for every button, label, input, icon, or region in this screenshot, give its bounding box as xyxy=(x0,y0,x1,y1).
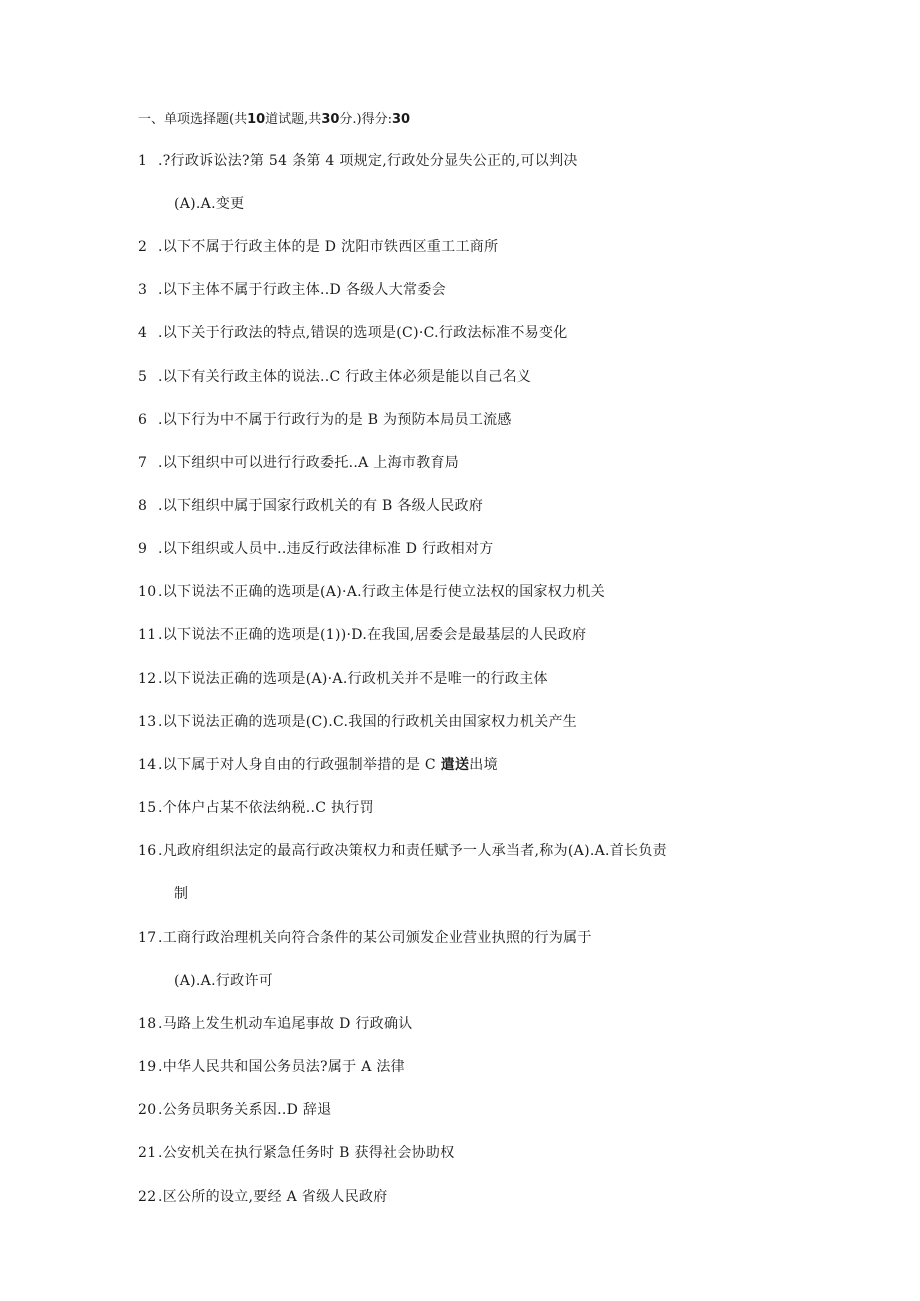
question-8 xyxy=(138,495,483,515)
question-number: 3 xyxy=(138,282,148,298)
question-19 xyxy=(138,1056,405,1076)
question-text: .以下说法不正确的选项是(A)·A.行政主体是行使立法权的国家权力机关 xyxy=(158,584,605,600)
question-number: 14 xyxy=(138,757,157,773)
question-14 xyxy=(138,754,498,774)
question-text: .以下行为中不属于行政行为的是 B 为预防本局员工流感 xyxy=(158,412,512,428)
question-22 xyxy=(138,1186,388,1206)
question-text: .以下有关行政主体的说法..C 行政主体必须是能以自己名义 xyxy=(158,369,532,385)
question-number: 6 xyxy=(138,412,148,428)
question-10 xyxy=(138,581,605,601)
question-text: .以下属于对人身自由的行政强制举措的是 C xyxy=(158,757,441,773)
question-17 xyxy=(138,927,592,947)
question-number: 17 xyxy=(138,930,157,946)
header-mid2: 分.)得分: xyxy=(339,112,392,127)
question-text: .个体户占某不依法纳税..C 执行罚 xyxy=(158,800,374,816)
header-total-points: 30 xyxy=(321,112,340,127)
question-13 xyxy=(138,711,577,731)
question-21 xyxy=(138,1142,455,1162)
question-text: .以下不属于行政主体的是 D 沈阳市铁西区重工工商所 xyxy=(158,239,499,255)
question-number: 2 xyxy=(138,239,148,255)
question-number: 22 xyxy=(138,1189,157,1205)
question-number: 19 xyxy=(138,1059,157,1075)
question-text: .?行政诉讼法?第 54 条第 4 项规定,行政处分显失公正的,可以判决 xyxy=(158,153,578,169)
question-text: .以下说法不正确的选项是(1))·D.在我国,居委会是最基层的人民政府 xyxy=(158,627,587,643)
question-17-answer xyxy=(174,970,273,990)
question-6 xyxy=(138,409,512,429)
question-text: .以下说法正确的选项是(C).C.我国的行政机关由国家权力机关产生 xyxy=(158,714,578,730)
question-text: .以下说法正确的选项是(A)·A.行政机关并不是唯一的行政主体 xyxy=(158,671,548,687)
question-11 xyxy=(138,624,586,644)
question-number: 4 xyxy=(138,325,148,341)
question-3 xyxy=(138,279,446,299)
question-number: 18 xyxy=(138,1016,157,1032)
answer-text: (A).A.变更 xyxy=(174,196,245,212)
question-16 xyxy=(138,840,667,860)
question-16-continued xyxy=(174,883,188,903)
question-text: .以下组织或人员中..违反行政法律标准 D 行政相对方 xyxy=(158,541,494,557)
section-header xyxy=(138,108,410,127)
continued-text: 制 xyxy=(174,886,189,902)
question-number: 1 xyxy=(138,153,148,169)
question-20 xyxy=(138,1099,332,1119)
header-prefix: 一、单项选择题(共 xyxy=(138,112,248,127)
question-number: 9 xyxy=(138,541,148,557)
question-number: 8 xyxy=(138,498,148,514)
question-number: 13 xyxy=(138,714,157,730)
question-number: 16 xyxy=(138,843,157,859)
question-text: .以下组织中属于国家行政机关的有 B 各级人民政府 xyxy=(158,498,484,514)
question-number: 10 xyxy=(138,584,157,600)
header-mid1: 道试题,共 xyxy=(265,112,322,127)
header-question-count: 10 xyxy=(247,112,266,127)
question-text: .马路上发生机动车追尾事故 D 行政确认 xyxy=(158,1016,413,1032)
question-number: 12 xyxy=(138,671,157,687)
question-text-bold: 遣送 xyxy=(440,757,470,773)
question-text: .以下组织中可以进行行政委托..A 上海市教育局 xyxy=(158,455,460,471)
question-number: 15 xyxy=(138,800,157,816)
question-text: .以下主体不属于行政主体..D 各级人大常委会 xyxy=(158,282,446,298)
question-number: 11 xyxy=(138,627,157,643)
question-text: .区公所的设立,要经 A 省级人民政府 xyxy=(158,1189,388,1205)
question-18 xyxy=(138,1013,413,1033)
question-2 xyxy=(138,236,498,256)
question-number: 5 xyxy=(138,369,148,385)
question-1-answer xyxy=(174,193,244,213)
question-number: 7 xyxy=(138,455,148,471)
question-text: .工商行政治理机关向符合条件的某公司颁发企业营业执照的行为属于 xyxy=(158,930,592,946)
question-15 xyxy=(138,797,374,817)
header-score: 30 xyxy=(392,112,411,127)
question-text: .公务员职务关系因..D 辞退 xyxy=(158,1102,332,1118)
question-number: 21 xyxy=(138,1145,157,1161)
question-12 xyxy=(138,668,548,688)
question-text: .中华人民共和国公务员法?属于 A 法律 xyxy=(158,1059,405,1075)
question-text-end: 出境 xyxy=(469,757,498,773)
question-5 xyxy=(138,366,531,386)
question-9 xyxy=(138,538,494,558)
question-text: .以下关于行政法的特点,错误的选项是(C)·C.行政法标准不易变化 xyxy=(158,325,568,341)
question-4 xyxy=(138,322,568,342)
question-1 xyxy=(138,150,578,170)
question-text: .公安机关在执行紧急任务时 B 获得社会协助权 xyxy=(158,1145,455,1161)
question-number: 20 xyxy=(138,1102,157,1118)
question-7 xyxy=(138,452,459,472)
question-text: .凡政府组织法定的最高行政决策权力和责任赋予一人承当者,称为(A).A.首长负责 xyxy=(158,843,667,859)
answer-text: (A).A.行政许可 xyxy=(174,973,274,989)
